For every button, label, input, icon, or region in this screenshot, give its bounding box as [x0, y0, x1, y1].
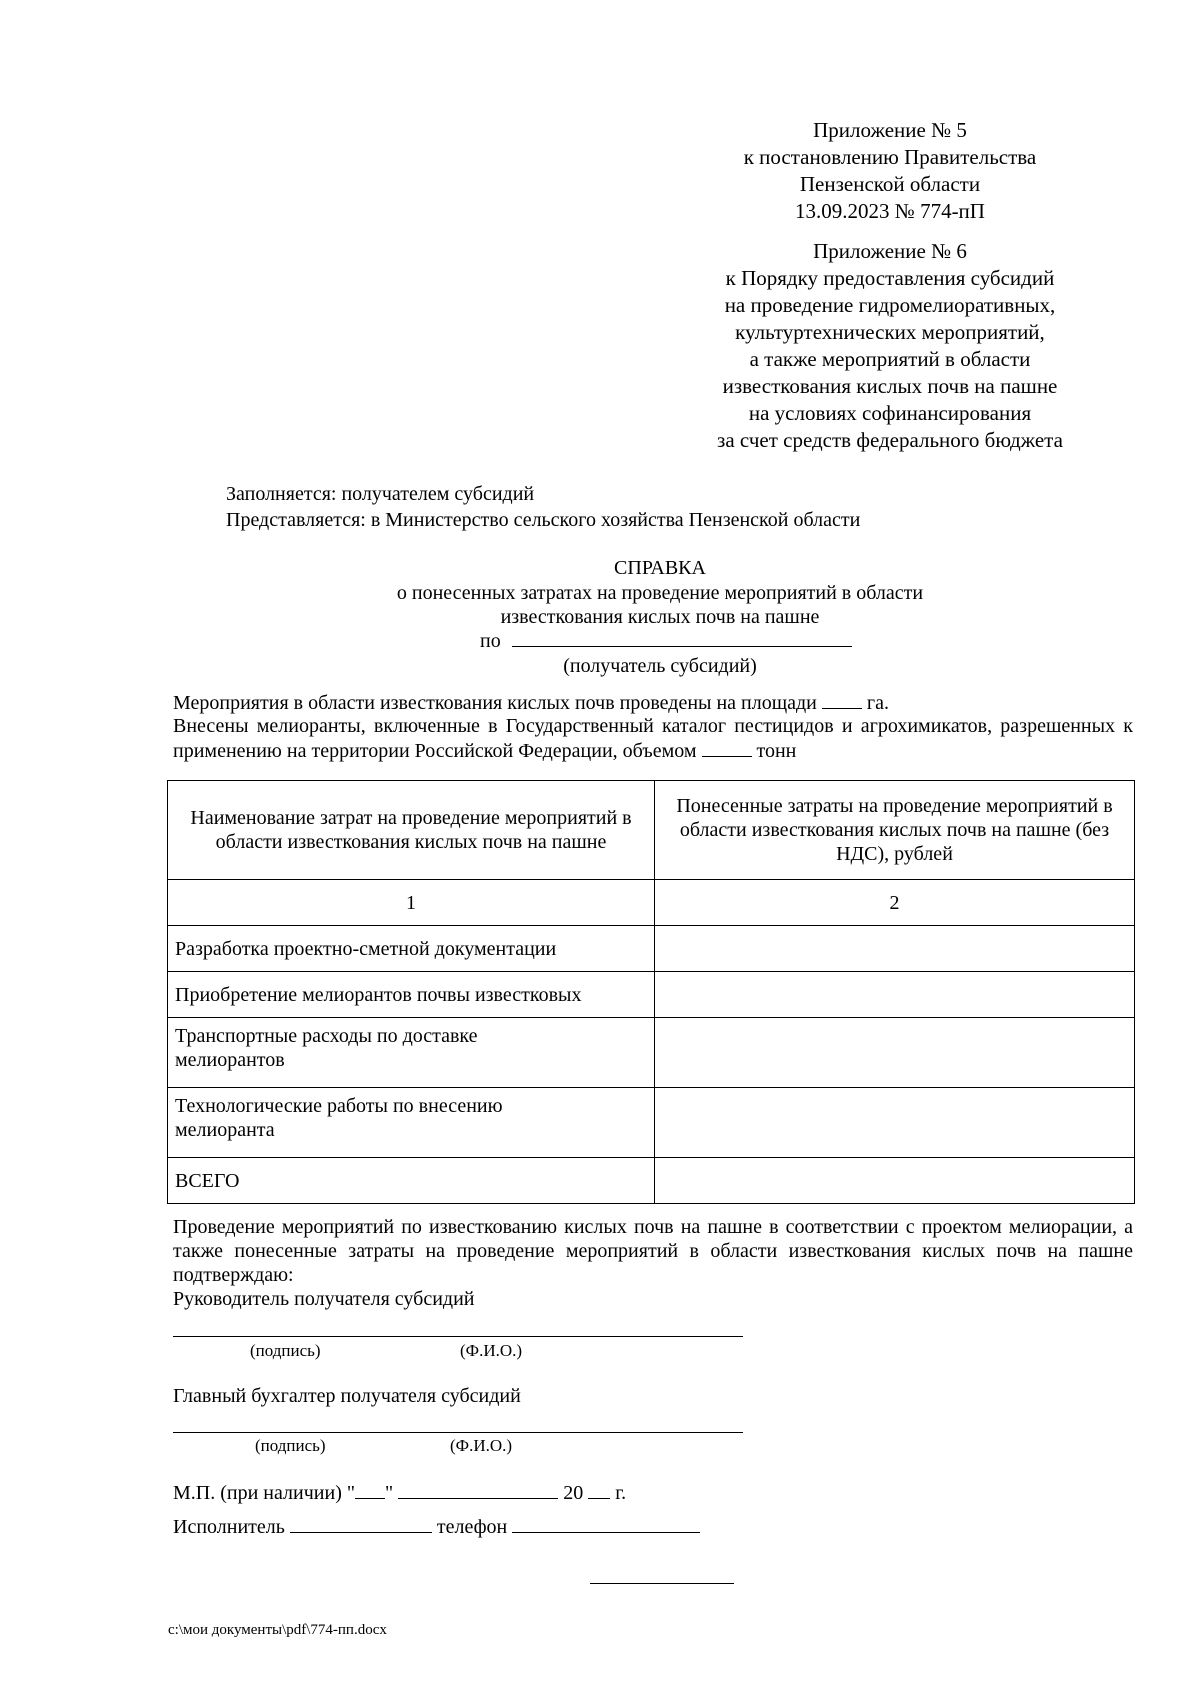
- appendix6-line: к Порядку предоставления субсидий: [725, 266, 1055, 290]
- appendix6-line: культуртехнических мероприятий,: [735, 320, 1045, 344]
- head-label: Руководитель получателя субсидий: [173, 1288, 475, 1310]
- submitted-to-line: Представляется: в Министерство сельского хозяйства Пензенской области: [226, 509, 861, 531]
- accountant-label: Главный бухгалтер получателя субсидий: [173, 1385, 521, 1407]
- table-header-cell: Понесенные затраты на проведение мероприятий в области известкования кислых почв на пашне (без НДС), рублей: [655, 781, 1135, 880]
- area-blank[interactable]: [822, 690, 862, 709]
- table-number-row: [168, 880, 1135, 926]
- appendix5-line: к постановлению Правительства: [743, 145, 1037, 169]
- executor-line: [173, 1514, 873, 1541]
- cost-name-cell: Транспортные расходы по доставке мелиорантов: [168, 1018, 655, 1088]
- cost-name-cell: ВСЕГО: [168, 1158, 655, 1204]
- year-prefix: 20: [563, 1482, 584, 1504]
- area-unit: га.: [866, 692, 889, 714]
- table-row: [168, 1018, 1135, 1088]
- executor-label: Исполнитель: [173, 1516, 285, 1538]
- appendix6-line: а также мероприятий в области: [749, 347, 1031, 371]
- table-header-cell: Наименование затрат на проведение мероприятий в области известкования кислых почв на пашне: [168, 781, 655, 880]
- area-text: Мероприятия в области известкования кислых почв проведены на площади: [173, 692, 817, 714]
- appendix5-line: Приложение № 5: [813, 118, 967, 142]
- appendix5-line: 13.09.2023 № 774-пП: [795, 199, 985, 223]
- meliorants-text: Внесены мелиоранты, включенные в Государственный каталог пестицидов и агрохимикатов, разрешенных к применению на территории Российской Федерации, объемом: [173, 715, 1133, 762]
- appendix6-line: известкования кислых почв на пашне: [722, 374, 1058, 398]
- document-subtitle-1: о понесенных затратах на проведение мероприятий в области: [396, 582, 924, 604]
- appendix6-line: на условиях софинансирования: [748, 401, 1032, 425]
- cost-name-cell: Разработка проектно-сметной документации: [168, 926, 655, 972]
- cost-value-cell[interactable]: [655, 926, 1135, 972]
- appendix6-line: Приложение № 6: [813, 239, 967, 263]
- phone-label: телефон: [436, 1516, 508, 1538]
- quote-open: ": [346, 1482, 356, 1504]
- area-line: [173, 690, 1133, 717]
- stamp-date-line: [173, 1480, 873, 1507]
- accountant-signature-caption: (подпись): [255, 1436, 326, 1455]
- meliorants-paragraph: [173, 714, 1133, 763]
- cost-value-cell[interactable]: [655, 1158, 1135, 1204]
- recipient-blank[interactable]: [512, 628, 852, 647]
- separator-line: [590, 1583, 734, 1584]
- cost-value-cell[interactable]: [655, 1018, 1135, 1088]
- appendix6-block: [690, 238, 1090, 454]
- document-subtitle-2: известкования кислых почв на пашне: [500, 606, 820, 628]
- volume-unit: тонн: [756, 740, 797, 762]
- accountant-signature-line[interactable]: [173, 1432, 743, 1433]
- cost-value-cell[interactable]: [655, 1088, 1135, 1158]
- year-blank[interactable]: [588, 1480, 610, 1499]
- head-signature-line[interactable]: [173, 1336, 743, 1337]
- volume-blank[interactable]: [702, 738, 752, 757]
- file-path-footer: c:\мои документы\pdf\774-пп.docx: [168, 1622, 387, 1638]
- phone-blank[interactable]: [512, 1514, 700, 1533]
- head-fio-caption: (Ф.И.О.): [460, 1341, 523, 1360]
- appendix5-block: [690, 117, 1090, 225]
- table-total-row: [168, 1158, 1135, 1204]
- executor-blank[interactable]: [290, 1514, 432, 1533]
- cost-name-cell: Технологические работы по внесению мелиоранта: [168, 1088, 655, 1158]
- quote-close: ": [385, 1482, 394, 1504]
- appendix6-line: за счет средств федерального бюджета: [717, 428, 1063, 452]
- accountant-fio-caption: (Ф.И.О.): [450, 1436, 513, 1455]
- table-header-row: [168, 781, 1135, 880]
- table-col-number: 2: [655, 880, 1135, 926]
- cost-value-cell[interactable]: [655, 972, 1135, 1018]
- appendix5-line: Пензенской области: [799, 172, 981, 196]
- filled-by-line: Заполняется: получателем субсидий: [226, 483, 535, 505]
- po-line: [480, 628, 880, 655]
- year-suffix: г.: [615, 1482, 627, 1504]
- mp-label: М.П. (при наличии): [173, 1482, 342, 1504]
- confirmation-paragraph: Проведение мероприятий по известкованию кислых почв на пашне в соответствии с проектом мелиорации, а также понесенные затраты на проведение мероприятий в области известкования кислых почв на пашне подтверждаю:: [173, 1216, 1133, 1286]
- table-col-number: 1: [168, 880, 655, 926]
- appendix6-line: на проведение гидромелиоративных,: [724, 293, 1056, 317]
- head-signature-caption: (подпись): [250, 1341, 321, 1360]
- costs-table: [167, 780, 1135, 1204]
- table-row: [168, 1088, 1135, 1158]
- day-blank[interactable]: [355, 1480, 385, 1499]
- table-row: [168, 972, 1135, 1018]
- table-row: [168, 926, 1135, 972]
- po-label: по: [480, 630, 501, 652]
- header-block: [226, 481, 1126, 533]
- document-title: СПРАВКА: [614, 557, 706, 579]
- recipient-caption: (получатель субсидий): [563, 655, 757, 677]
- month-blank[interactable]: [398, 1480, 558, 1499]
- cost-name-cell: Приобретение мелиорантов почвы известковых: [168, 972, 655, 1018]
